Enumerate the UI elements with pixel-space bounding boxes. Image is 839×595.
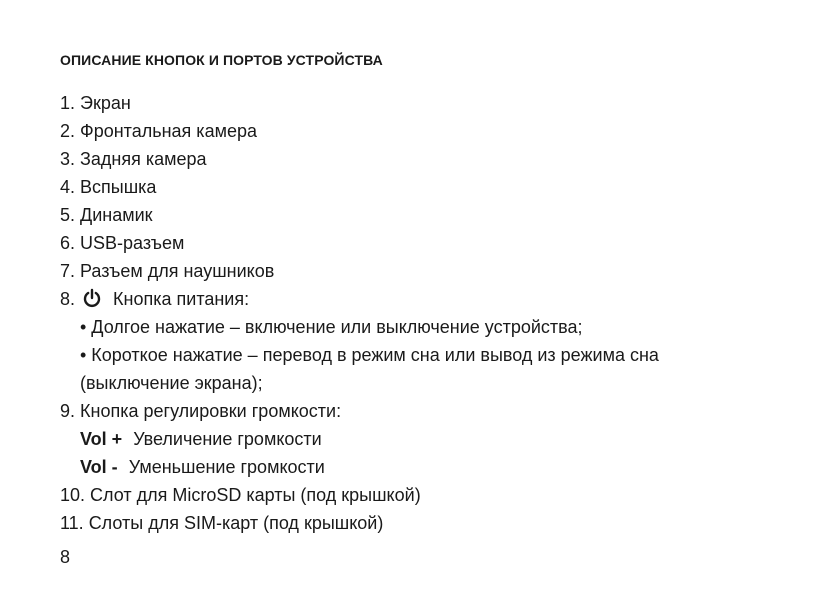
list-item: 2. Фронтальная камера bbox=[60, 121, 257, 141]
list-item-sim: 11. Слоты для SIM-карт (под крышкой) bbox=[60, 513, 384, 533]
list-item: 3. Задняя камера bbox=[60, 149, 207, 169]
list-item: 7. Разъем для наушников bbox=[60, 261, 275, 281]
volume-up-key: Vol + bbox=[80, 429, 123, 449]
volume-down bbox=[60, 453, 659, 481]
list-item-volume: 9. Кнопка регулировки громкости: bbox=[60, 401, 342, 421]
list-item: 5. Динамик bbox=[60, 205, 153, 225]
page-number: 8 bbox=[60, 547, 71, 567]
power-long-press: • Долгое нажатие – включение или выключение устройства; bbox=[80, 317, 583, 337]
power-item-label: Кнопка питания: bbox=[113, 289, 250, 309]
power-item-number: 8. bbox=[60, 289, 76, 309]
list-item: 6. USB-разъем bbox=[60, 233, 185, 253]
feature-list bbox=[60, 89, 659, 537]
volume-up-text: Увеличение громкости bbox=[133, 429, 322, 449]
power-short-press-continued: (выключение экрана); bbox=[80, 373, 263, 393]
volume-down-text: Уменьшение громкости bbox=[128, 457, 325, 477]
volume-down-key: Vol - bbox=[80, 457, 118, 477]
volume-up bbox=[60, 425, 659, 453]
list-item: 1. Экран bbox=[60, 93, 131, 113]
power-short-press: • Короткое нажатие – перевод в режим сна или вывод из режима сна bbox=[80, 345, 659, 365]
power-icon bbox=[82, 288, 102, 308]
section-heading: ОПИСАНИЕ КНОПОК И ПОРТОВ УСТРОЙСТВА bbox=[60, 52, 383, 68]
list-item-microsd: 10. Слот для MicroSD карты (под крышкой) bbox=[60, 485, 421, 505]
list-item-power bbox=[60, 285, 659, 313]
list-item: 4. Вспышка bbox=[60, 177, 157, 197]
